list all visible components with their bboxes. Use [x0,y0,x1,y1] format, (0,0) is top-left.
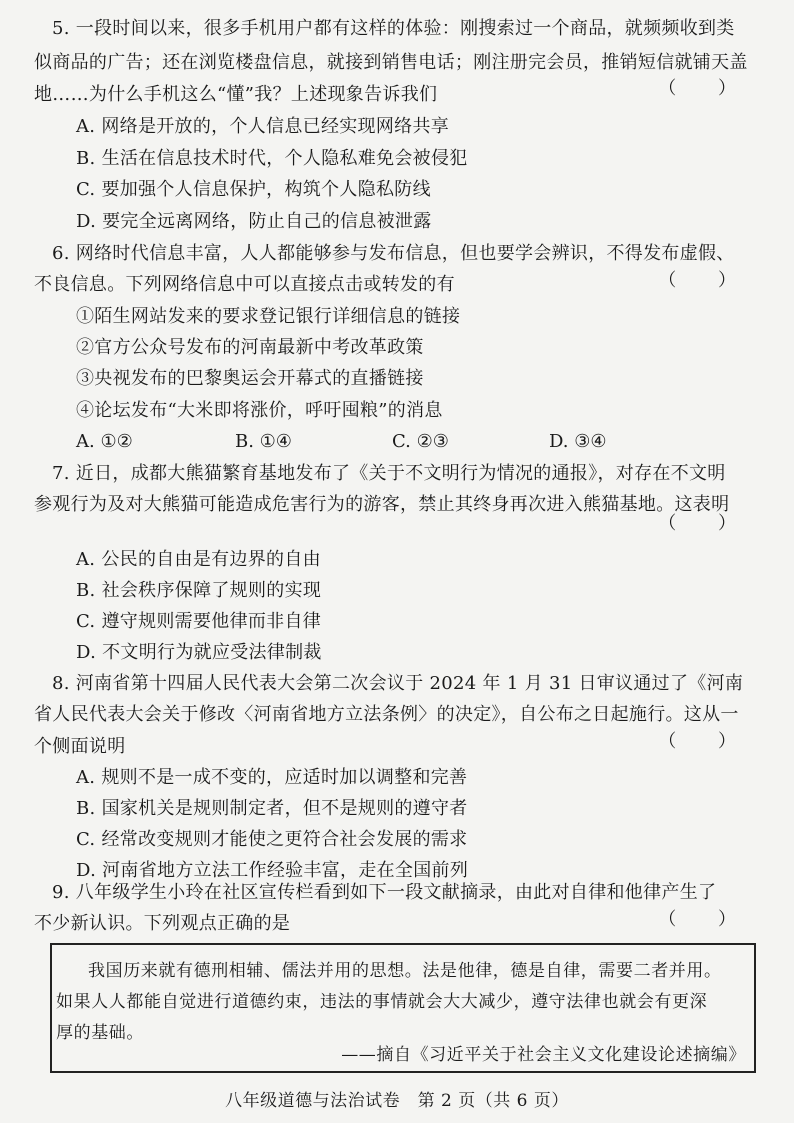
q6-stem-line1: 6. 网络时代信息丰富，人人都能够参与发布信息，但也要学会辨识，不得发布虚假、 [52,243,735,264]
q8-option-c: C. 经常改变规则才能使之更符合社会发展的需求 [76,829,468,850]
q8-stem-line2: 省人民代表大会关于修改〈河南省地方立法条例〉的决定》，自公布之日起施行。这从一 [34,704,739,725]
quote-box [50,943,756,1073]
q5-stem-line1: 5. 一段时间以来，很多手机用户都有这样的体验：刚搜索过一个商品，就频频收到类 [52,18,735,39]
q5-option-c: C. 要加强个人信息保护，构筑个人隐私防线 [76,179,431,200]
q6-option-a: A. ①② [76,431,133,452]
q5-stem-line2: 似商品的广告；还在浏览楼盘信息，就接到销售电话；刚注册完会员，推销短信就铺天盖 [34,52,748,73]
q6-item-3: ③央视发布的巴黎奥运会开幕式的直播链接 [76,368,424,389]
q7-option-b: B. 社会秩序保障了规则的实现 [76,580,322,601]
q6-stem-line2: 不良信息。下列网络信息中可以直接点击或转发的有 [34,274,455,295]
q8-answer-paren: （ ） [658,731,754,752]
q6-option-b: B. ①④ [235,431,292,452]
q9-stem-line2: 不少新认识。下列观点正确的是 [34,913,291,934]
q6-answer-paren: （ ） [658,270,754,291]
q6-option-c: C. ②③ [392,431,449,452]
q6-option-d: D. ③④ [549,431,607,452]
q8-option-d: D. 河南省地方立法工作经验丰富，走在全国前列 [76,860,469,881]
q7-answer-paren: （ ） [658,513,754,534]
q7-stem-line2: 参观行为及对大熊猫可能造成危害行为的游客，禁止其终身再次进入熊猫基地。这表明 [34,494,730,515]
quote-source: ——摘自《习近平关于社会主义文化建设论述摘编》 [341,1045,746,1065]
q5-option-d: D. 要完全远离网络，防止自己的信息被泄露 [76,211,432,232]
quote-line3: 厚的基础。 [56,1023,144,1043]
q8-option-a: A. 规则不是一成不变的，应适时加以调整和完善 [76,767,468,788]
quote-line2: 如果人人都能自觉进行道德约束，违法的事情就会大大减少，遵守法律也就会有更深 [56,992,708,1012]
quote-line1: 我国历来就有德刑相辅、儒法并用的思想。法是他律，德是自律，需要二者并用。 [88,961,722,981]
q5-answer-paren: （ ） [658,78,754,99]
q7-option-c: C. 遵守规则需要他律而非自律 [76,611,322,632]
q6-item-2: ②官方公众号发布的河南最新中考改革政策 [76,337,424,358]
q7-option-d: D. 不文明行为就应受法律制裁 [76,642,322,663]
q9-answer-paren: （ ） [658,909,754,930]
q5-stem-line3: 地……为什么手机这么“懂”我？上述现象告诉我们 [34,84,438,105]
q6-item-1: ①陌生网站发来的要求登记银行详细信息的链接 [76,306,461,327]
q6-item-4: ④论坛发布“大米即将涨价，呼吁囤粮”的消息 [76,400,443,421]
q7-option-a: A. 公民的自由是有边界的自由 [76,549,321,570]
q7-stem-line1: 7. 近日，成都大熊猫繁育基地发布了《关于不文明行为情况的通报》，对存在不文明 [52,463,726,484]
page-footer: 八年级道德与法治试卷 第 2 页（共 6 页） [225,1091,569,1111]
q5-option-b: B. 生活在信息技术时代，个人隐私难免会被侵犯 [76,148,468,169]
q8-stem-line1: 8. 河南省第十四届人民代表大会第二次会议于 2024 年 1 月 31 日审议通过了《河南 [52,673,744,694]
q8-stem-line3: 个侧面说明 [34,736,126,757]
q9-stem-line1: 9. 八年级学生小玲在社区宣传栏看到如下一段文献摘录，由此对自律和他律产生了 [52,882,717,903]
q5-option-a: A. 网络是开放的，个人信息已经实现网络共享 [76,116,450,137]
q8-option-b: B. 国家机关是规则制定者，但不是规则的遵守者 [76,798,468,819]
